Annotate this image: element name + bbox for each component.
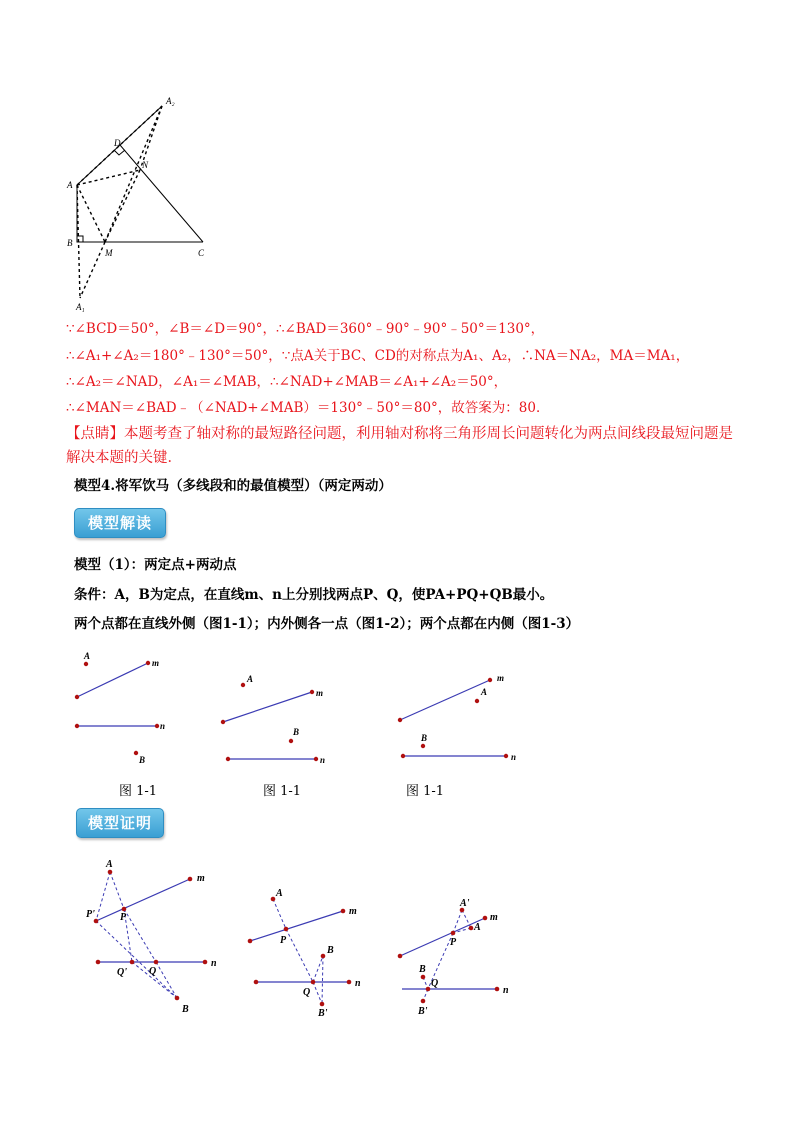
subheading-two-fixed-two-moving: 模型（1）：两定点+两动点 — [74, 557, 237, 573]
fig1-point-B — [134, 751, 138, 755]
proof3-dash-Aprime-P — [453, 910, 462, 933]
proof3-label-P: P — [450, 937, 457, 948]
fig1-label-n: n — [160, 721, 166, 731]
proof2-dash-P-Q — [286, 929, 313, 982]
proof3-label-Bprime: B' — [418, 1006, 428, 1017]
proof2-dash-Q-Bprime — [313, 982, 322, 1004]
fig2-point-A — [241, 683, 245, 687]
caption-figure-1: 图 1-1 — [119, 784, 158, 799]
proof3-point-B — [421, 975, 426, 980]
proof3-label-Q: Q — [431, 978, 439, 989]
proof2-point-Q — [311, 980, 316, 985]
solution-line-1: ∵∠BCD＝50°，∠B＝∠D＝90°，∴∠BAD＝360°﹣90°﹣90°﹣50°＝130°， — [66, 321, 545, 337]
proof3-label-B: B — [419, 964, 426, 975]
proof2-label-n: n — [355, 978, 361, 989]
proof1-point-n-end — [203, 960, 208, 965]
label-M: M — [105, 248, 113, 258]
fig1-label-B: B — [139, 755, 146, 765]
fig3-label-A: A — [481, 687, 488, 697]
quadrilateral-figure — [60, 90, 230, 315]
proof1-point-m-end — [188, 877, 193, 882]
fig1-label-A: A — [84, 651, 91, 661]
fig1-point-n-end — [155, 724, 159, 728]
fig2-line-m — [223, 692, 312, 722]
solution-line-4: ∴∠MAN＝∠BAD﹣（∠NAD+∠MAB）＝130°﹣50°＝80°，故答案为：80． — [66, 400, 550, 416]
proof2-dash-Q-B — [313, 956, 323, 982]
fig1-line-m — [77, 663, 148, 697]
segment-DC — [120, 145, 203, 242]
proof1-point-B — [175, 996, 180, 1001]
proof1-label-Q: Q — [149, 966, 157, 977]
label-N: N — [142, 160, 149, 170]
proof1-line-m — [96, 879, 190, 921]
label-B: B — [67, 238, 73, 248]
proof1-dash-Q-B — [156, 962, 177, 998]
condition-text: 条件：A，B为定点，在直线m、n上分别找两点P、Q，使PA+PQ+QB最小。 — [74, 587, 554, 603]
fig3-label-B: B — [421, 733, 428, 743]
proof3-point-P — [451, 931, 456, 936]
proof1-label-Pprime: P' — [86, 909, 95, 920]
comment-line-2: 解决本题的关键． — [66, 450, 182, 466]
fig2-label-n: n — [320, 755, 326, 765]
proof1-point-n-start — [96, 960, 101, 965]
proof1-point-A — [108, 870, 113, 875]
proof2-label-B: B — [327, 945, 334, 956]
proof1-dash-Pprime-B — [96, 921, 177, 998]
fig2-point-n-start — [226, 757, 230, 761]
proof3-point-n-end — [495, 987, 500, 992]
figure-row-setup — [60, 640, 540, 775]
caption-figure-3: 图 1-1 — [406, 784, 445, 799]
proof3-point-Q — [426, 987, 431, 992]
fig3-label-n: n — [511, 752, 517, 762]
proof3-label-Aprime: A' — [460, 898, 470, 909]
caption-figure-2: 图 1-1 — [263, 784, 302, 799]
proof3-line-m — [400, 918, 485, 956]
proof3-label-n: n — [503, 985, 509, 996]
proof1-dash-A-P — [110, 872, 124, 909]
proof1-dash-P-Q — [124, 909, 156, 962]
comment-line-1: 【点睛】本题考查了轴对称的最短路径问题，利用轴对称将三角形周长问题转化为两点间线段最短问题是 — [66, 426, 733, 442]
proof2-dash-B-Bprime — [322, 956, 323, 1004]
segment-A-M — [77, 185, 105, 242]
segment-N-M — [105, 170, 140, 242]
fig3-point-m-end — [488, 678, 492, 682]
proof2-label-m: m — [349, 906, 357, 917]
fig3-point-B — [421, 744, 425, 748]
proof1-label-A: A — [106, 859, 113, 870]
proof2-label-Bprime: B' — [318, 1008, 328, 1019]
proof2-point-n-start — [254, 980, 259, 985]
label-A2: A₂ — [166, 96, 175, 106]
label-A: A — [67, 180, 73, 190]
fig2-label-m: m — [316, 688, 324, 698]
proof2-point-A — [271, 897, 276, 902]
segment-A2-M — [105, 106, 162, 242]
proof1-point-P — [122, 907, 127, 912]
proof2-point-B — [321, 954, 326, 959]
fig2-point-n-end — [314, 757, 318, 761]
proof3-point-m-start — [398, 954, 403, 959]
proof3-point-A — [469, 926, 474, 931]
right-angle-D — [114, 150, 125, 155]
proof1-point-Qprime — [130, 960, 135, 965]
proof3-label-m: m — [490, 912, 498, 923]
label-A1: A₁ — [76, 302, 85, 312]
proof3-label-A: A — [474, 922, 481, 933]
fig2-label-A: A — [247, 674, 254, 684]
fig1-point-m-start — [75, 695, 79, 699]
fig3-point-m-start — [398, 718, 402, 722]
proof1-point-Q — [154, 960, 159, 965]
proof1-label-m: m — [197, 873, 205, 884]
fig2-point-B — [289, 739, 293, 743]
fig3-point-n-start — [401, 754, 405, 758]
badge-model-reading: 模型解读 — [74, 508, 166, 538]
figure-row-proof — [80, 850, 530, 1020]
cases-text: 两个点都在直线外侧（图1-1）；内外侧各一点（图1-2）；两个点都在内侧（图1-3） — [74, 616, 580, 632]
segment-A-N — [77, 170, 140, 185]
proof1-label-n: n — [211, 958, 217, 969]
proof1-label-Qprime: Q' — [117, 967, 127, 978]
solution-line-2: ∴∠A₁+∠A₂＝180°﹣130°＝50°，∵点A关于BC、CD的对称点为A₁、A₂，∴NA＝NA₂，MA＝MA₁， — [66, 348, 690, 364]
proof2-point-Bprime — [320, 1002, 325, 1007]
fig1-point-m-end — [146, 661, 150, 665]
fig1-label-m: m — [152, 658, 160, 668]
proof2-point-P — [284, 927, 289, 932]
fig3-point-n-end — [504, 754, 508, 758]
proof1-label-B: B — [182, 1004, 189, 1015]
proof3-point-m-end — [483, 916, 488, 921]
proof1-dash-A-Pprime — [96, 872, 110, 921]
proof3-point-Bprime — [421, 999, 426, 1004]
proof2-point-m-end — [341, 909, 346, 914]
fig2-point-m-start — [221, 720, 225, 724]
proof2-point-n-end — [347, 980, 352, 985]
proof3-dash-Aprime-A — [462, 910, 471, 928]
proof2-line-m — [250, 911, 343, 941]
fig2-label-B: B — [293, 727, 300, 737]
proof2-label-P: P — [280, 935, 287, 946]
fig3-point-A — [475, 699, 479, 703]
fig3-label-m: m — [497, 673, 505, 683]
fig2-point-m-end — [310, 690, 314, 694]
badge-model-proof: 模型证明 — [76, 808, 164, 838]
fig1-point-A — [84, 662, 88, 666]
label-C: C — [198, 248, 205, 258]
proof2-point-m-start — [248, 939, 253, 944]
label-D: D — [114, 138, 121, 148]
proof2-dash-A-P — [273, 899, 286, 929]
proof2-label-A: A — [276, 888, 283, 899]
proof2-label-Q: Q — [303, 987, 311, 998]
segment-M-A1 — [80, 242, 105, 298]
fig1-point-n-start — [75, 724, 79, 728]
proof1-label-P: P — [120, 912, 127, 923]
model-heading: 模型4.将军饮马（多线段和的最值模型）（两定两动） — [74, 478, 392, 494]
solution-line-3: ∴∠A₂＝∠NAD，∠A₁＝∠MAB，∴∠NAD+∠MAB＝∠A₁+∠A₂＝50°， — [66, 374, 508, 390]
